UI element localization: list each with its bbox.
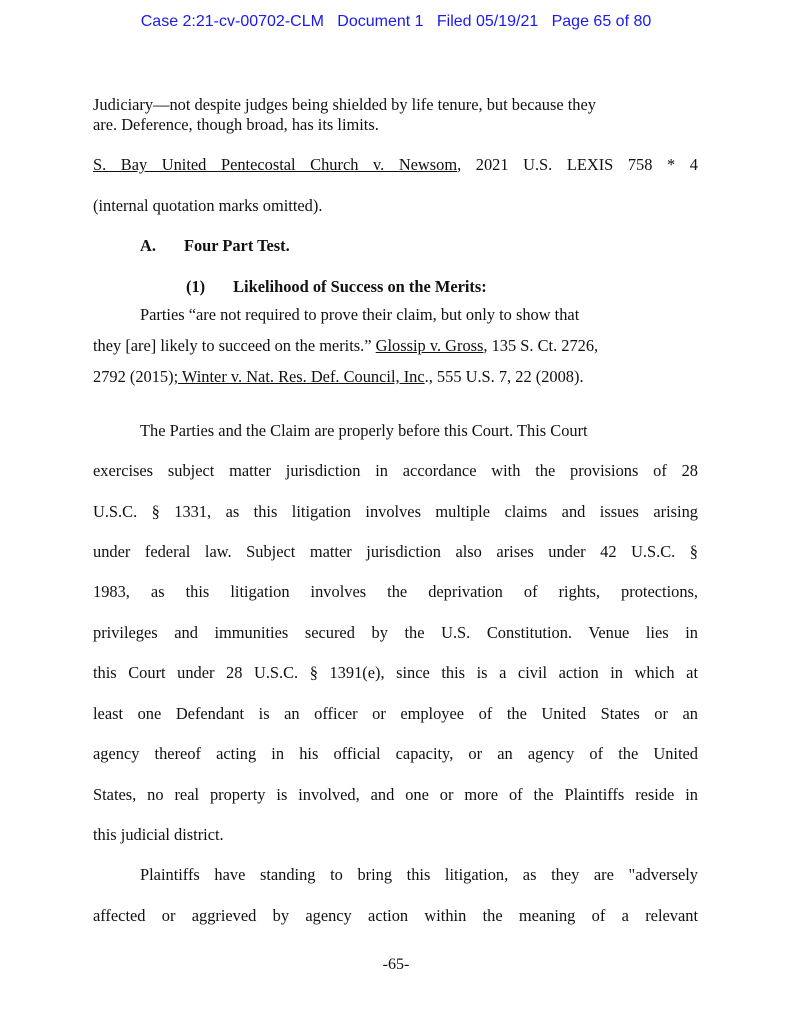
subsection-heading-1-label: (1) [186, 277, 206, 296]
winter-case-name: ; Winter v. Nat. Res. Def. Council, Inc [173, 367, 425, 386]
para2-line-11: this judicial district. [93, 825, 224, 844]
para3-line-1: Plaintiffs have standing to bring this litigation, as they are "adversely [140, 865, 698, 884]
citation-line [93, 155, 698, 175]
section-heading-a-text: Four Part Test. [183, 236, 290, 255]
para2-line-2: exercises subject matter jurisdiction in accordance with the provisions of 28 [93, 461, 698, 480]
para3-line-2: affected or aggrieved by agency action within the meaning of a relevant [93, 906, 698, 925]
subsection-heading-1 [186, 277, 791, 297]
page-number: -65- [382, 956, 410, 973]
section-heading-a [140, 236, 745, 256]
citation-note: (internal quotation marks omitted). [93, 196, 323, 215]
para2-line-6: privileges and immunities secured by the U.S. Constitution. Venue lies in [93, 623, 698, 642]
para2-line-8: least one Defendant is an officer or employee of the United States or an [93, 704, 698, 723]
quote-line-2: are. Deference, though broad, has its limits. [93, 115, 379, 134]
para2-line-10: States, no real property is involved, and one or more of the Plaintiffs reside in [93, 785, 698, 804]
subsection-heading-1-text: Likelihood of Success on the Merits: [233, 277, 487, 296]
para2-line-7: this Court under 28 U.S.C. § 1391(e), since this is a civil action in which at [93, 663, 698, 682]
para2-line-5: 1983, as this litigation involves the deprivation of rights, protections, [93, 582, 698, 601]
para1-text-a: they [are] likely to succeed on the merits.” [93, 336, 376, 355]
quote-line-1: Judiciary—not despite judges being shielded by life tenure, but because they [93, 95, 596, 114]
para2-line-3: U.S.C. § 1331, as this litigation involves multiple claims and issues arising [93, 502, 698, 521]
citation-case-name: S. Bay United Pentecostal Church v. Newsom [93, 155, 458, 174]
para1-text-b: , 135 S. Ct. 2726, [483, 336, 599, 355]
para1-line-2 [93, 336, 698, 356]
para1-text-c: 2792 (2015) [93, 367, 174, 386]
case-header: Case 2:21-cv-00702-CLM Document 1 Filed 05/19/21 Page 65 of 80 [140, 13, 652, 30]
para1-text-d: ., 555 U.S. 7, 22 (2008). [424, 367, 584, 386]
para2-line-4: under federal law. Subject matter jurisdiction also arises under 42 U.S.C. § [93, 542, 698, 561]
para1-line-3 [93, 367, 698, 387]
para2-line-1: The Parties and the Claim are properly before this Court. This Court [140, 421, 588, 440]
citation-reporter: , 2021 U.S. LEXIS 758 * 4 [457, 155, 698, 174]
section-heading-a-label: A. [140, 236, 156, 255]
para2-line-9: agency thereof acting in his official capacity, or an agency of the United [93, 744, 698, 763]
para1-line-1: Parties “are not required to prove their claim, but only to show that [140, 305, 580, 324]
glossip-case-name: Glossip v. Gross [375, 336, 484, 355]
